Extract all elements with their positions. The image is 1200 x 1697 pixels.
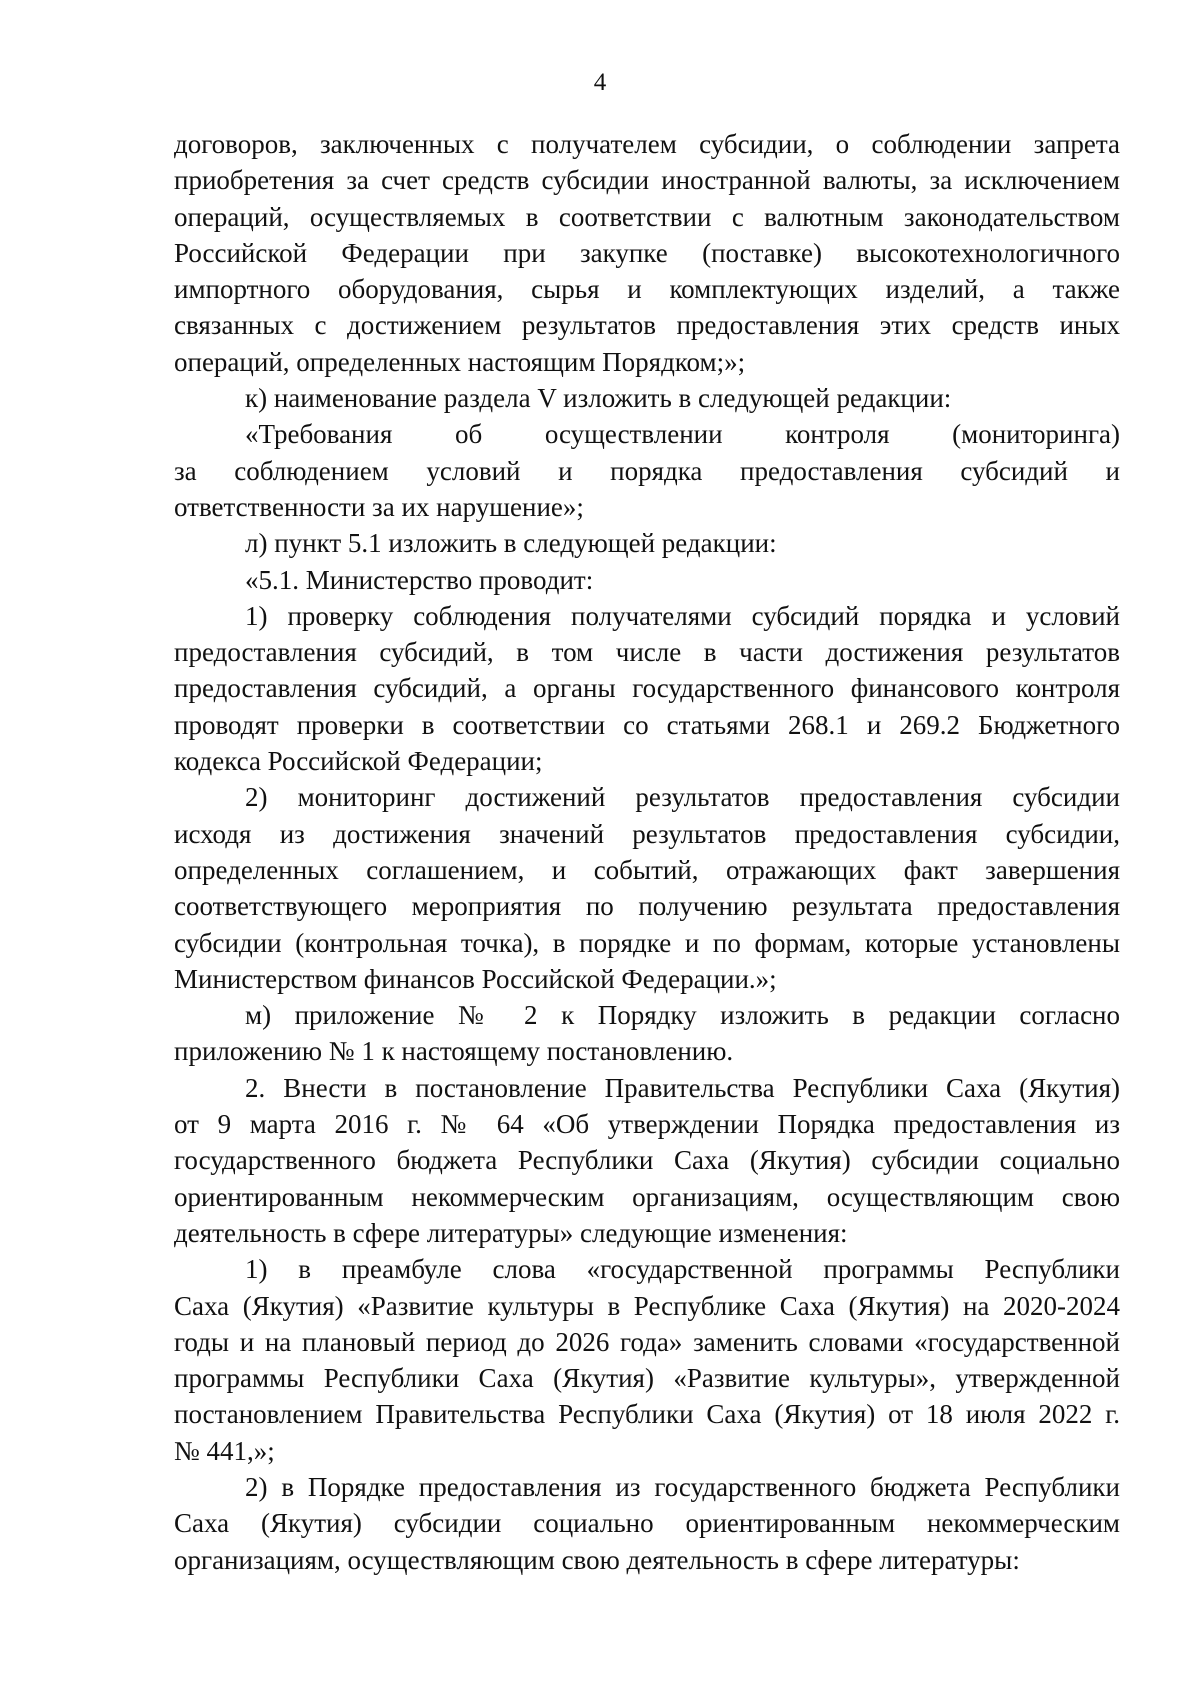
page-number: 4 — [593, 69, 607, 96]
text-line: ориентированным некоммерческим организациям, осуществляющим свою — [174, 1181, 1120, 1212]
text-line: соответствующего мероприятия по получению результата предоставления — [174, 891, 1120, 922]
text-line: операций, определенных настоящим Порядком;»; — [174, 346, 746, 377]
text-line: Министерством финансов Российской Федерации.»; — [174, 963, 777, 994]
text-line: связанных с достижением результатов предоставления этих средств иных — [174, 310, 1120, 341]
text-line: субсидии (контрольная точка), в порядке и по формам, которые установлены — [174, 927, 1120, 958]
document-body — [174, 126, 1120, 1578]
text-line: Саха (Якутия) «Развитие культуры в Республике Саха (Якутия) на 2020-2024 — [174, 1290, 1120, 1321]
text-line: договоров, заключенных с получателем субсидии, о соблюдении запрета — [174, 129, 1120, 159]
text-line: кодекса Российской Федерации; — [174, 746, 543, 777]
text-line: программы Республики Саха (Якутия) «Развитие культуры», утвержденной — [174, 1363, 1120, 1394]
text-line: 1) в преамбуле слова «государственной программы Республики — [245, 1254, 1120, 1285]
text-line: 2. Внести в постановление Правительства Республики Саха (Якутия) — [245, 1072, 1120, 1103]
text-line: «Требования об осуществлении контроля (мониторинга) — [245, 419, 1120, 450]
text-line: 1) проверку соблюдения получателями субсидий порядка и условий — [245, 600, 1120, 631]
text-line: определенных соглашением, и событий, отражающих факт завершения — [174, 854, 1120, 885]
text-line: деятельность в сфере литературы» следующие изменения: — [174, 1217, 848, 1248]
text-line: Саха (Якутия) субсидии социально ориентированным некоммерческим — [174, 1508, 1120, 1539]
text-line: предоставления субсидий, а органы государственного финансового контроля — [174, 673, 1120, 704]
text-line: к) наименование раздела V изложить в следующей редакции: — [245, 383, 952, 414]
text-line: постановлением Правительства Республики Саха (Якутия) от 18 июля 2022 г. — [174, 1399, 1120, 1430]
text-line: предоставления субсидий, в том числе в части достижения результатов — [174, 637, 1120, 668]
text-line: 2) мониторинг достижений результатов предоставления субсидии — [245, 782, 1120, 813]
text-line: № 441,»; — [174, 1435, 275, 1466]
text-line: импортного оборудования, сырья и комплектующих изделий, а также — [174, 274, 1120, 305]
text-line: Российской Федерации при закупке (поставке) высокотехнологичного — [174, 237, 1120, 268]
text-line: ответственности за их нарушение»; — [174, 491, 584, 522]
text-line: операций, осуществляемых в соответствии с валютным законодательством — [174, 201, 1120, 232]
text-line: проводят проверки в соответствии со статьями 268.1 и 269.2 Бюджетного — [174, 709, 1120, 740]
text-line: приложению № 1 к настоящему постановлению. — [174, 1036, 734, 1067]
text-line: за соблюдением условий и порядка предоставления субсидий и — [174, 455, 1120, 486]
text-line: государственного бюджета Республики Саха (Якутия) субсидии социально — [174, 1145, 1120, 1176]
text-line: приобретения за счет средств субсидии иностранной валюты, за исключением — [174, 165, 1120, 196]
text-line: организациям, осуществляющим свою деятельность в сфере литературы: — [174, 1544, 1020, 1575]
text-line: л) пункт 5.1 изложить в следующей редакции: — [245, 528, 777, 559]
text-line: «5.1. Министерство проводит: — [245, 564, 594, 595]
text-line: годы и на плановый период до 2026 года» заменить словами «государственной — [174, 1326, 1120, 1357]
text-line: 2) в Порядке предоставления из государственного бюджета Республики — [245, 1471, 1120, 1502]
text-line: исходя из достижения значений результатов предоставления субсидии, — [174, 818, 1120, 849]
text-line: от 9 марта 2016 г. № 64 «Об утверждении Порядка предоставления из — [174, 1109, 1120, 1140]
text-line: м) приложение № 2 к Порядку изложить в редакции согласно — [245, 1000, 1120, 1031]
